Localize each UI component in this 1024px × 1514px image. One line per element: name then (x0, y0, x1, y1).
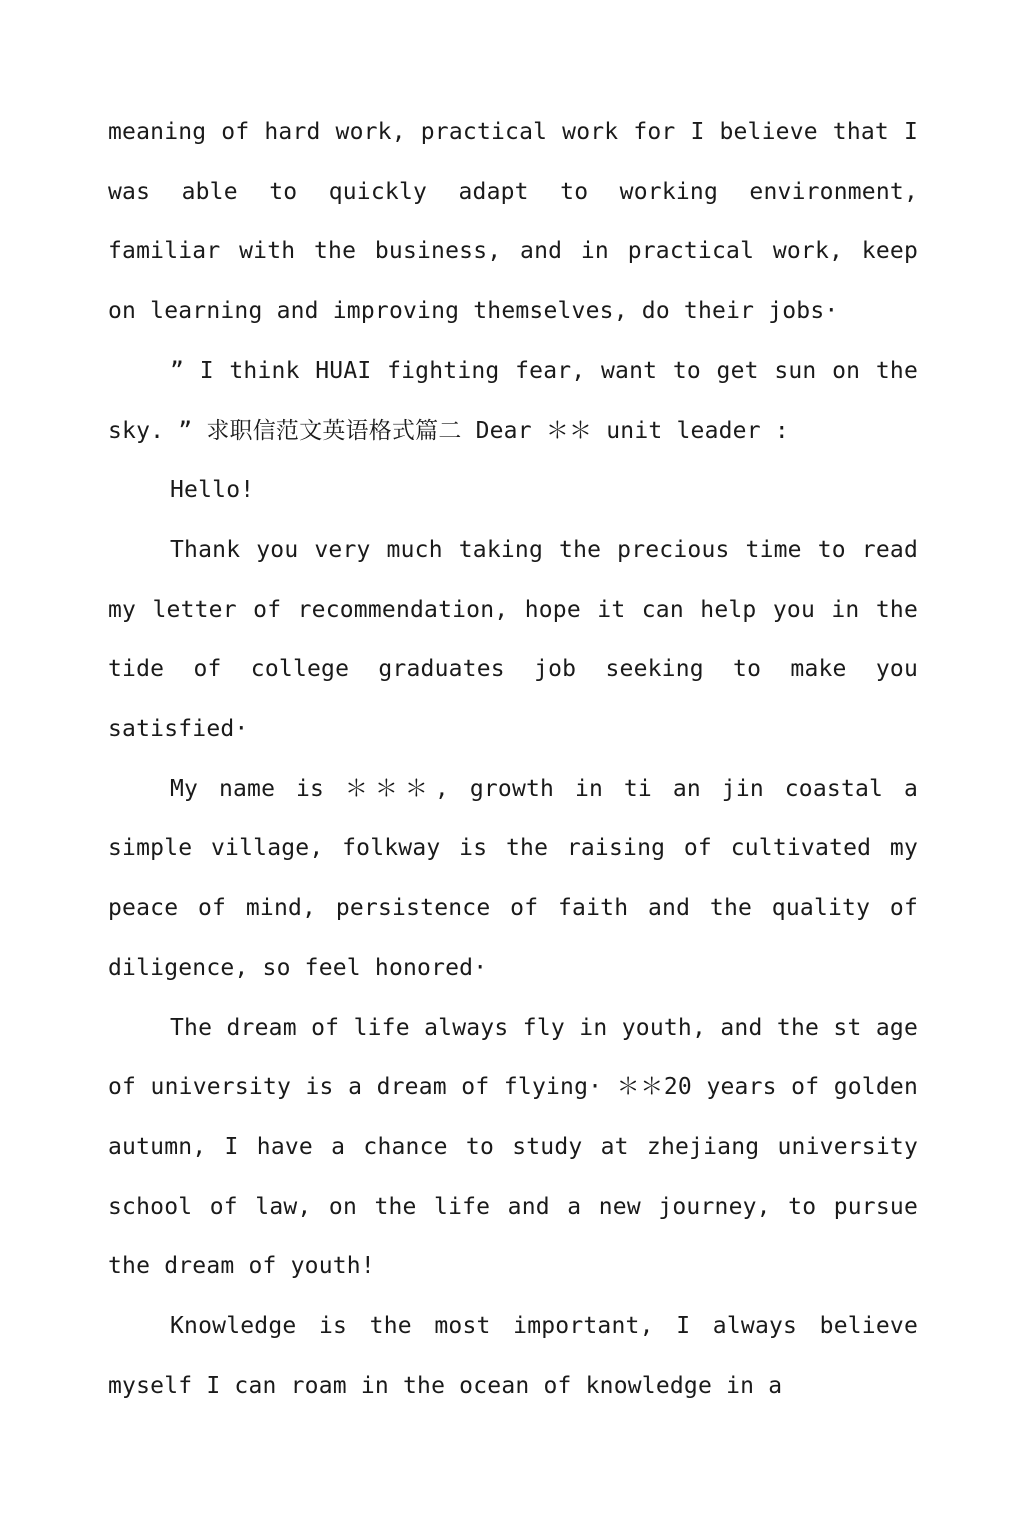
paragraph-hard-work: meaning of hard work, practical work for I believe that I was able to quickly adapt to working environment, familiar with the business, and in practical work, keep on learning and improving themselves, do their jobs· (108, 119, 918, 325)
paragraph-hello: Hello! (170, 477, 255, 504)
paragraph-thank-you: Thank you very much taking the precious time to read my letter of recommendation, hope it can help you in the tide of college graduates job seeking to make you satisfied· (108, 536, 918, 743)
paragraph-dream: The dream of life always fly in youth, and the st age of university is a dream of flying· ＊＊20 years of golden autumn, I have a chance to study at zhejiang university school of law, on the life and a new journey, to pursue the dream of youth! (108, 1014, 918, 1280)
document-body (108, 103, 918, 1416)
paragraph-introduction: My name is ＊＊＊, growth in ti an jin coastal a simple village, folkway is the raising of cultivated my peace of mind, persistence of faith and the quality of diligence, so feel honored· (108, 775, 918, 981)
paragraph-knowledge: Knowledge is the most important, I always believe myself I can roam in the ocean of knowledge in a (108, 1313, 918, 1399)
paragraph-greeting-line: ” I think HUAI fighting fear, want to get sun on the sky. ” 求职信范文英语格式篇二 Dear ＊＊ unit leader : (108, 357, 918, 444)
